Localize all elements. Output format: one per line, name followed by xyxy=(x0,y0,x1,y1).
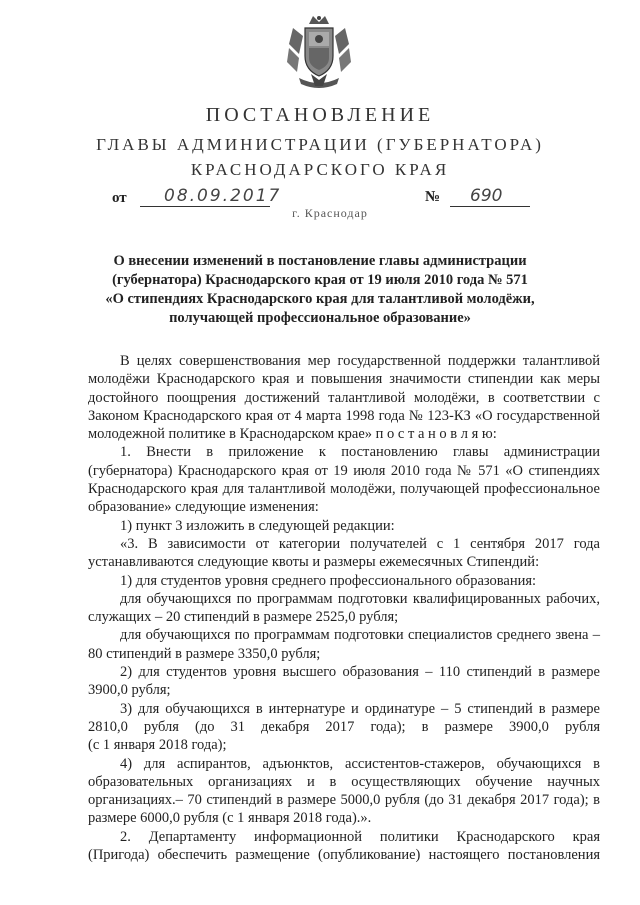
body-line: размере 6000,0 рубля (с 1 января 2018 года).». xyxy=(88,810,372,827)
title-line: (губернатора) Краснодарского края от 19 июля 2010 года № 571 xyxy=(112,272,528,288)
coat-of-arms-emblem xyxy=(285,14,353,92)
body-line: «3. В зависимости от категории получателей с 1 сентября 2017 года xyxy=(120,535,600,552)
body-line: образовательных организациях и в осуществляющих обучение научных xyxy=(88,773,600,790)
body-line: 2. Департаменту информационной политики Краснодарского края xyxy=(120,828,600,845)
title-line: «О стипендиях Краснодарского края для талантливой молодёжи, xyxy=(105,291,535,307)
city-label: г. Краснодар xyxy=(292,206,368,220)
date-prefix: от xyxy=(112,190,127,206)
body-line: 1. Внести в приложение к постановлению главы администрации xyxy=(120,444,600,461)
body-line: молодёжи Краснодарского края и повышения значимости стипендии как меры xyxy=(88,371,600,388)
body-line: для обучающихся по программам подготовки квалифицированных рабочих, xyxy=(120,590,600,607)
body-line: (с 1 января 2018 года); xyxy=(88,737,227,754)
body-line: 1) для студентов уровня среднего профессионального образования: xyxy=(120,572,537,589)
body-line: 80 стипендий в размере 3350,0 рубля; xyxy=(88,645,321,662)
body-line: молодежной политике в Краснодарском крае» п о с т а н о в л я ю: xyxy=(88,426,497,443)
body-line: 3900,0 рубля; xyxy=(88,682,171,699)
region-heading: КРАСНОДАРСКОГО КРАЯ xyxy=(190,160,450,179)
body-line: (Пригода) обеспечить размещение (опубликование) настоящего постановления xyxy=(88,847,600,864)
issuer-heading: ГЛАВЫ АДМИНИСТРАЦИИ (ГУБЕРНАТОРА) xyxy=(96,135,544,154)
body-line: Краснодарского края для талантливой молодёжи, получающей профессиональное xyxy=(88,481,600,498)
document-date: 08.09.2017 xyxy=(164,186,282,206)
body-line: 1) пункт 3 изложить в следующей редакции: xyxy=(120,517,395,534)
body-line: 2810,0 рубля (до 31 декабря 2017 года); в размере 3900,0 рубля xyxy=(88,718,600,735)
document-number: 690 xyxy=(470,186,503,206)
body-line: Законом Краснодарского края от 4 марта 1998 года № 123-КЗ «О государственной xyxy=(88,407,600,424)
document-type-heading: ПОСТАНОВЛЕНИЕ xyxy=(205,104,435,126)
title-line: О внесении изменений в постановление главы администрации xyxy=(113,253,527,269)
number-prefix: № xyxy=(425,189,441,205)
document-body xyxy=(88,352,600,864)
body-line: устанавливаются следующие квоты и размеры ежемесячных Стипендий: xyxy=(88,554,540,571)
body-line: организациях.– 70 стипендий в размере 5000,0 рубля (до 31 декабря 2017 года); в xyxy=(88,792,600,809)
body-line: достойного поощрения достижений талантливой молодёжи, в соответствии с xyxy=(88,389,600,406)
document-title xyxy=(100,252,540,328)
body-line: В целях совершенствования мер государственной поддержки талантливой xyxy=(120,353,600,369)
title-line: получающей профессиональное образование» xyxy=(169,310,471,326)
body-line: (губернатора) Краснодарского края от 19 июля 2010 года № 571 «О стипендиях xyxy=(88,462,600,479)
body-line: 4) для аспирантов, адъюнктов, ассистентов-стажеров, обучающихся в xyxy=(120,755,600,772)
body-line: 3) для обучающихся в интернатуре и ординатуре – 5 стипендий в размере xyxy=(120,700,600,717)
body-line: 2) для студентов уровня высшего образования – 110 стипендий в размере xyxy=(120,664,600,681)
body-line: образование» следующие изменения: xyxy=(88,499,319,516)
body-line: служащих – 20 стипендий в размере 2525,0 рубля; xyxy=(88,609,399,626)
body-line: для обучающихся по программам подготовки специалистов среднего звена – xyxy=(120,627,600,644)
